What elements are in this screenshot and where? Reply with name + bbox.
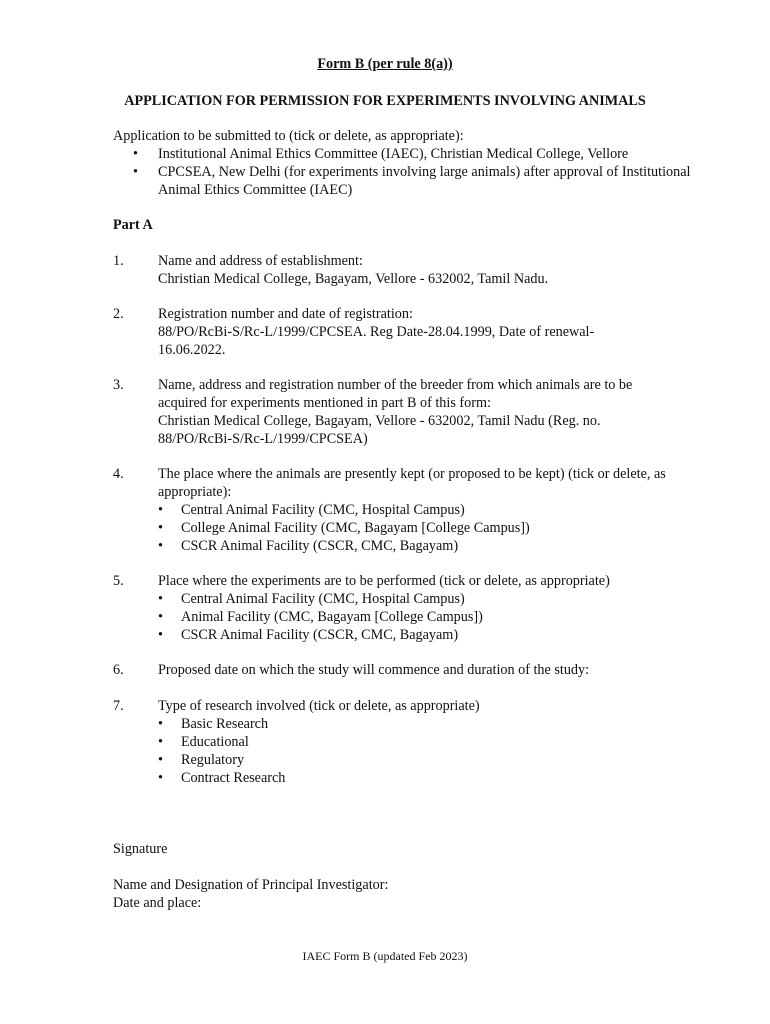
option-label: CSCR Animal Facility (CSCR, CMC, Bagayam)	[181, 627, 459, 643]
list-item	[113, 163, 713, 199]
item-number: 4.	[113, 466, 124, 482]
bullet-icon: •	[158, 502, 163, 518]
signature-label: Signature	[113, 841, 168, 857]
list-item	[158, 769, 713, 787]
item-options	[158, 590, 713, 644]
list-item	[113, 145, 713, 163]
form-item-7	[113, 697, 713, 787]
bullet-icon: •	[158, 752, 163, 768]
submission-options	[113, 145, 713, 199]
form-item-4	[113, 465, 713, 555]
form-title: Form B (per rule 8(a))	[317, 56, 453, 72]
bullet-icon: •	[158, 627, 163, 643]
option-label: Animal Facility (CMC, Bagayam [College Campus])	[181, 609, 483, 625]
list-item	[158, 537, 688, 555]
date-place-label: Date and place:	[113, 895, 202, 911]
option-label: Regulatory	[181, 752, 245, 768]
submission-section	[113, 127, 713, 199]
item-question: The place where the animals are presently kept (or proposed to be kept) (tick or delete, as appropriate):	[158, 466, 666, 500]
item-answer: Christian Medical College, Bagayam, Vellore - 632002, Tamil Nadu (Reg. no. 88/PO/RcBi-S/Rc-L/1999/CPCSEA)	[158, 413, 601, 447]
page-footer: IAEC Form B (updated Feb 2023)	[302, 949, 468, 963]
item-question: Proposed date on which the study will commence and duration of the study:	[158, 662, 590, 678]
bullet-icon: •	[158, 591, 163, 607]
option-label: Central Animal Facility (CMC, Hospital Campus)	[181, 591, 465, 607]
item-number: 5.	[113, 573, 124, 589]
form-item-1	[113, 252, 713, 288]
list-item	[158, 608, 713, 626]
list-item	[158, 590, 713, 608]
item-number: 3.	[113, 377, 124, 393]
part-a-label: Part A	[113, 217, 153, 233]
list-item	[158, 733, 713, 751]
item-answer: Christian Medical College, Bagayam, Vellore - 632002, Tamil Nadu.	[158, 271, 549, 287]
form-item-6	[113, 661, 713, 679]
investigator-section	[113, 876, 388, 912]
form-item-2	[113, 305, 713, 359]
pi-name-designation-label: Name and Designation of Principal Investigator:	[113, 877, 389, 893]
item-question: Type of research involved (tick or delete, as appropriate)	[158, 698, 480, 714]
bullet-icon: •	[158, 770, 163, 786]
bullet-icon: •	[133, 146, 138, 162]
list-item	[158, 751, 713, 769]
item-number: 2.	[113, 306, 124, 322]
option-label: College Animal Facility (CMC, Bagayam [College Campus])	[181, 520, 530, 536]
list-item	[158, 715, 713, 733]
item-number: 7.	[113, 698, 124, 714]
submission-option-iaec: Institutional Animal Ethics Committee (IAEC), Christian Medical College, Vellore	[158, 146, 629, 162]
form-heading: APPLICATION FOR PERMISSION FOR EXPERIMENTS INVOLVING ANIMALS	[124, 93, 646, 109]
item-question: Registration number and date of registration:	[158, 306, 413, 322]
bullet-icon: •	[158, 716, 163, 732]
item-options	[158, 715, 713, 787]
bullet-icon: •	[158, 520, 163, 536]
bullet-icon: •	[158, 609, 163, 625]
item-options	[158, 501, 688, 555]
item-number: 1.	[113, 253, 124, 269]
item-answer: 88/PO/RcBi-S/Rc-L/1999/CPCSEA. Reg Date-28.04.1999, Date of renewal-16.06.2022.	[158, 324, 595, 358]
option-label: Educational	[181, 734, 249, 750]
item-question: Name, address and registration number of the breeder from which animals are to be acquired for experiments mentioned in part B of this form:	[158, 377, 633, 411]
item-question: Place where the experiments are to be performed (tick or delete, as appropriate)	[158, 573, 610, 589]
form-item-5	[113, 572, 713, 644]
bullet-icon: •	[158, 734, 163, 750]
list-item	[158, 501, 688, 519]
item-number: 6.	[113, 662, 124, 678]
bullet-icon: •	[133, 164, 138, 180]
submission-intro: Application to be submitted to (tick or delete, as appropriate):	[113, 128, 464, 144]
form-item-3	[113, 376, 713, 448]
option-label: Basic Research	[181, 716, 269, 732]
bullet-icon: •	[158, 538, 163, 554]
option-label: Contract Research	[181, 770, 286, 786]
list-item	[158, 519, 688, 537]
option-label: Central Animal Facility (CMC, Hospital Campus)	[181, 502, 465, 518]
item-question: Name and address of establishment:	[158, 253, 363, 269]
list-item	[158, 626, 713, 644]
option-label: CSCR Animal Facility (CSCR, CMC, Bagayam)	[181, 538, 459, 554]
submission-option-cpcsea: CPCSEA, New Delhi (for experiments involving large animals) after approval of Institutional Animal Ethics Committee (IAEC)	[158, 164, 691, 198]
